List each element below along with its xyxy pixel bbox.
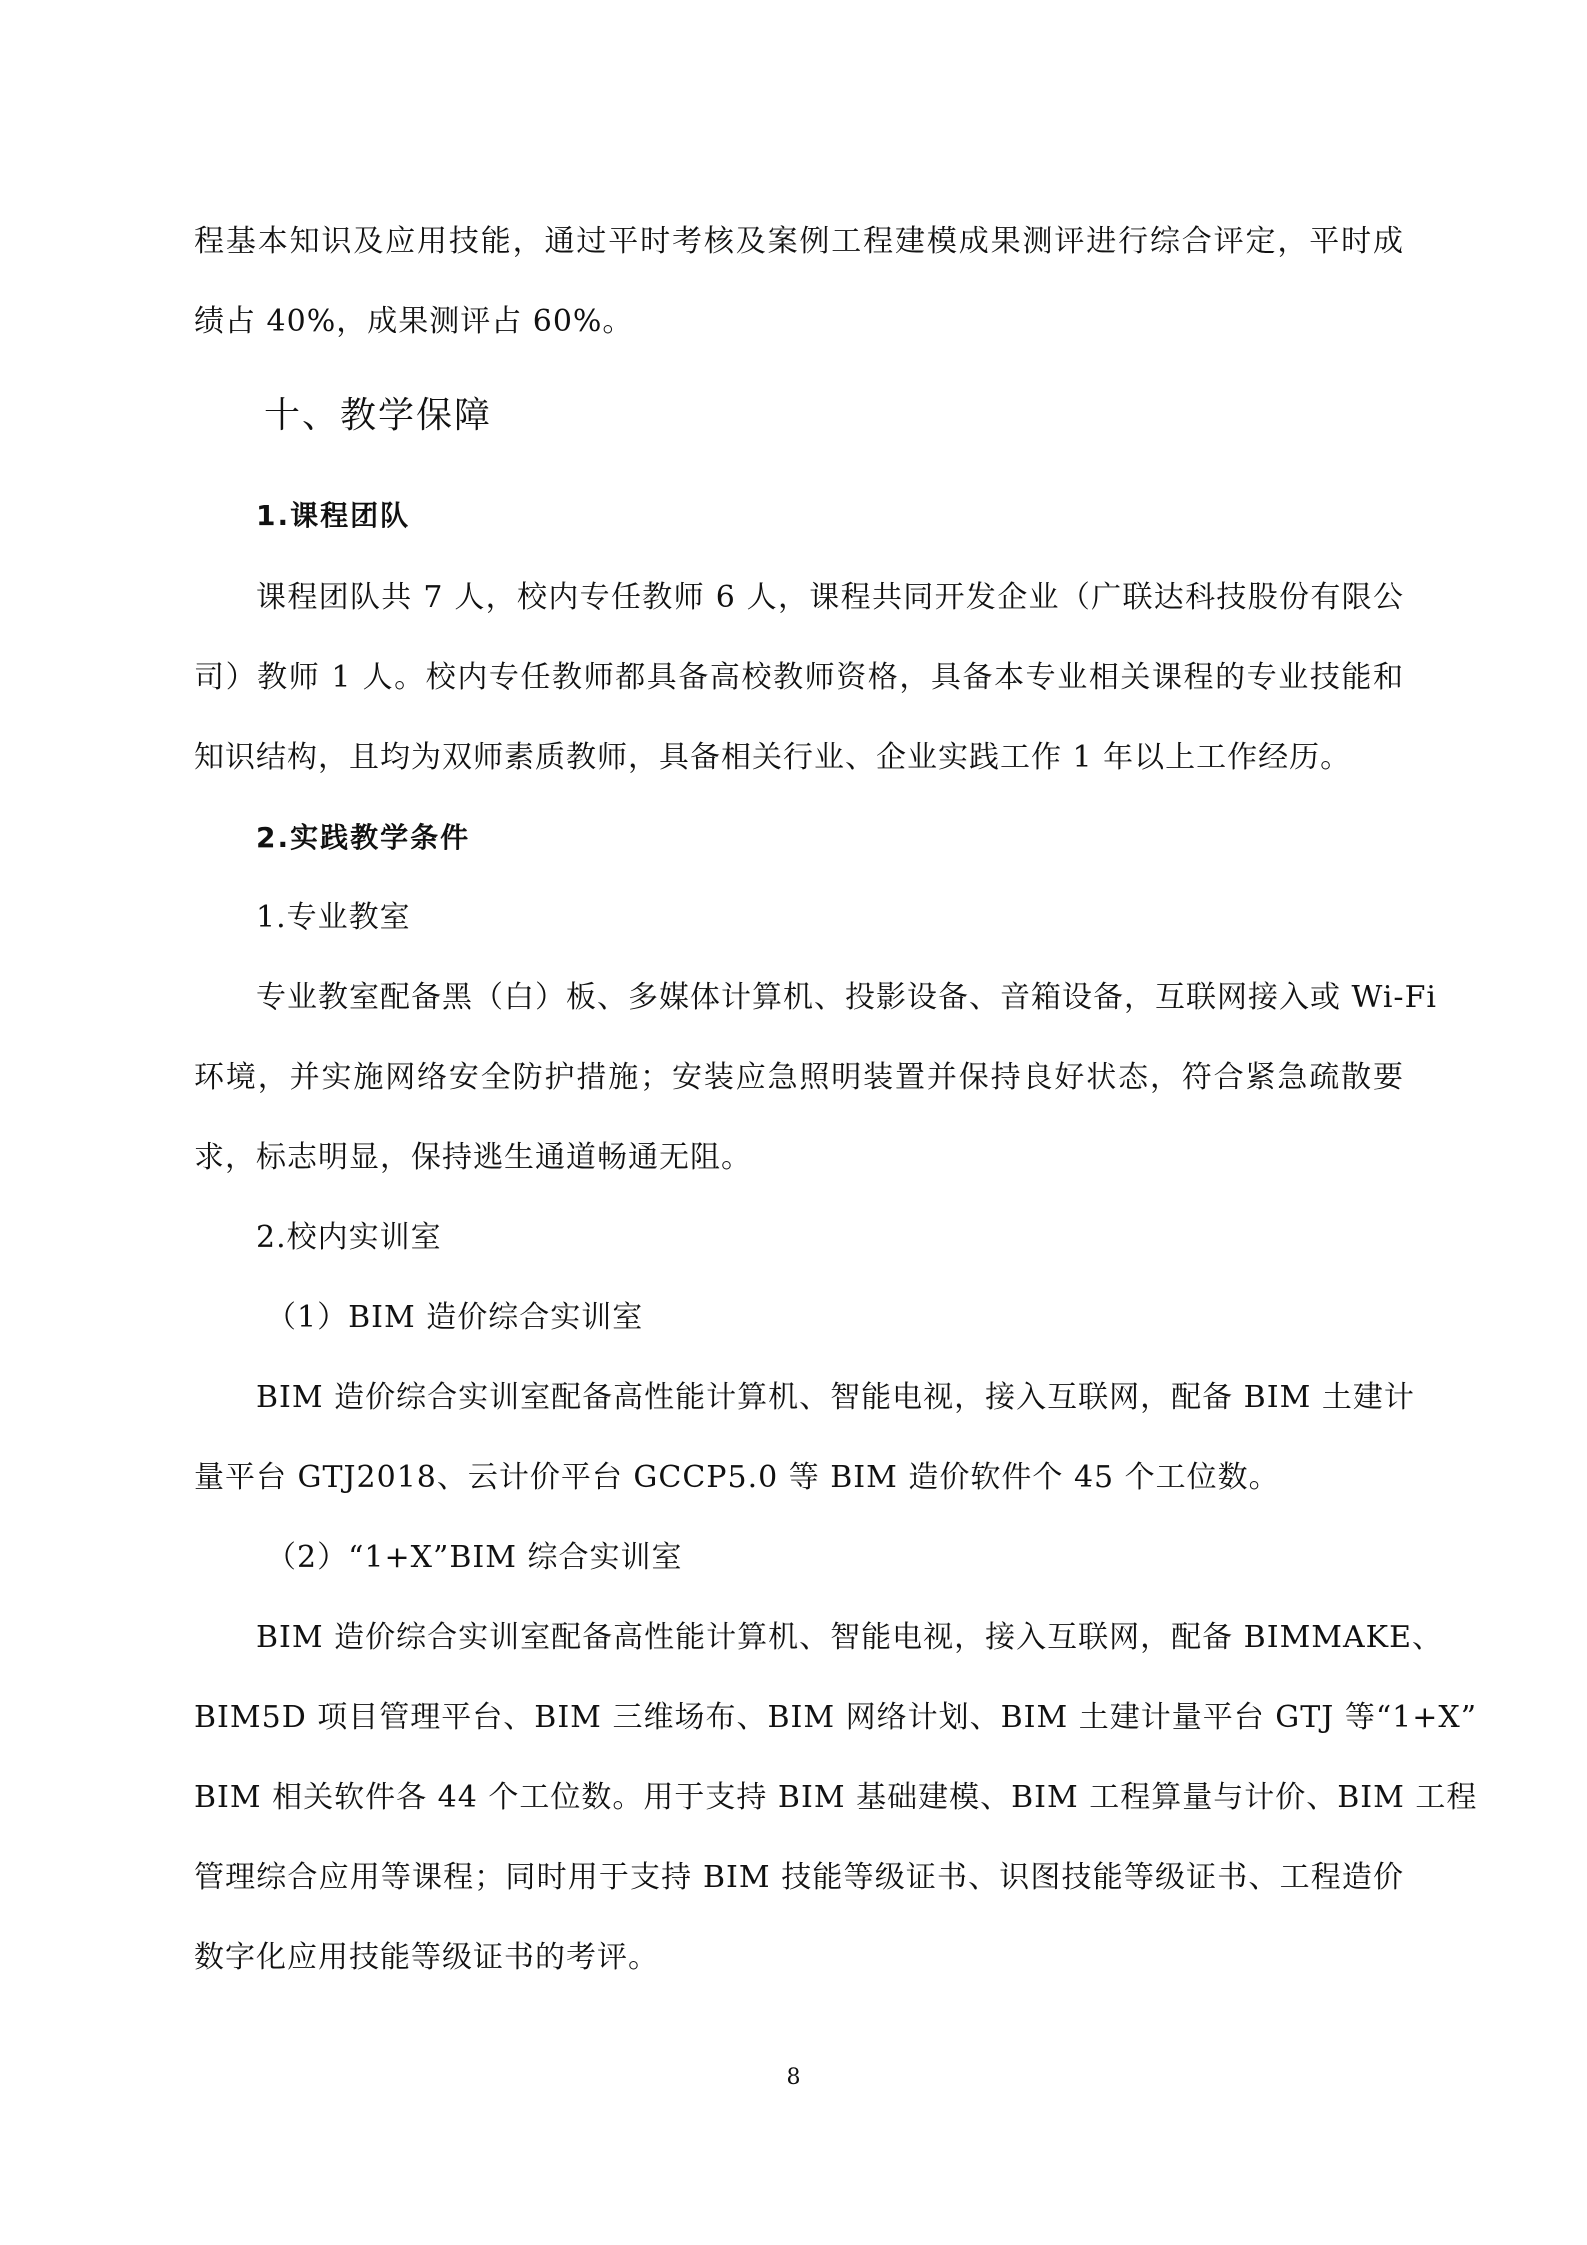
paragraph-line: BIM5D 项目管理平台、BIM 三维场布、BIM 网络计划、BIM 土建计量平台 GTJ 等“1+X” — [194, 1700, 1478, 1735]
paragraph-line: （2）“1+X”BIM 综合实训室 — [266, 1540, 683, 1575]
paragraph-line: 绩占 40%，成果测评占 60%。 — [194, 304, 634, 339]
paragraph-line: BIM 造价综合实训室配备高性能计算机、智能电视，接入互联网，配备 BIMMAKE、 — [256, 1620, 1443, 1655]
paragraph-line: 数字化应用技能等级证书的考评。 — [194, 1940, 659, 1975]
paragraph-line: 专业教室配备黑（白）板、多媒体计算机、投影设备、音箱设备，互联网接入或 Wi-Fi — [256, 980, 1437, 1015]
paragraph-line: BIM 造价综合实训室配备高性能计算机、智能电视，接入互联网，配备 BIM 土建计 — [256, 1380, 1415, 1415]
paragraph-line: 1.专业教室 — [256, 900, 411, 935]
paragraph-line: BIM 相关软件各 44 个工位数。用于支持 BIM 基础建模、BIM 工程算量与计价、BIM 工程 — [194, 1780, 1478, 1815]
paragraph-line: 求，标志明显，保持逃生通道畅通无阻。 — [194, 1140, 752, 1175]
paragraph-line: 知识结构，且均为双师素质教师，具备相关行业、企业实践工作 1 年以上工作经历。 — [194, 740, 1352, 775]
paragraph-line: （1）BIM 造价综合实训室 — [266, 1300, 644, 1335]
paragraph-line: 2.校内实训室 — [256, 1220, 442, 1255]
subsection-heading: 1.课程团队 — [256, 499, 411, 532]
paragraph-line: 课程团队共 7 人，校内专任教师 6 人，课程共同开发企业（广联达科技股份有限公 — [256, 580, 1404, 615]
paragraph-line: 管理综合应用等课程；同时用于支持 BIM 技能等级证书、识图技能等级证书、工程造价 — [194, 1860, 1404, 1895]
paragraph-line: 量平台 GTJ2018、云计价平台 GCCP5.0 等 BIM 造价软件个 45 个工位数。 — [194, 1460, 1280, 1495]
section-heading: 十、教学保障 — [264, 395, 493, 436]
page-number: 8 — [786, 2065, 801, 2090]
subsection-heading: 2.实践教学条件 — [256, 821, 471, 854]
paragraph-line: 环境，并实施网络安全防护措施；安装应急照明装置并保持良好状态，符合紧急疏散要 — [194, 1060, 1404, 1095]
paragraph-line: 司）教师 1 人。校内专任教师都具备高校教师资格，具备本专业相关课程的专业技能和 — [194, 660, 1404, 695]
paragraph-line: 程基本知识及应用技能，通过平时考核及案例工程建模成果测评进行综合评定，平时成 — [194, 224, 1404, 259]
